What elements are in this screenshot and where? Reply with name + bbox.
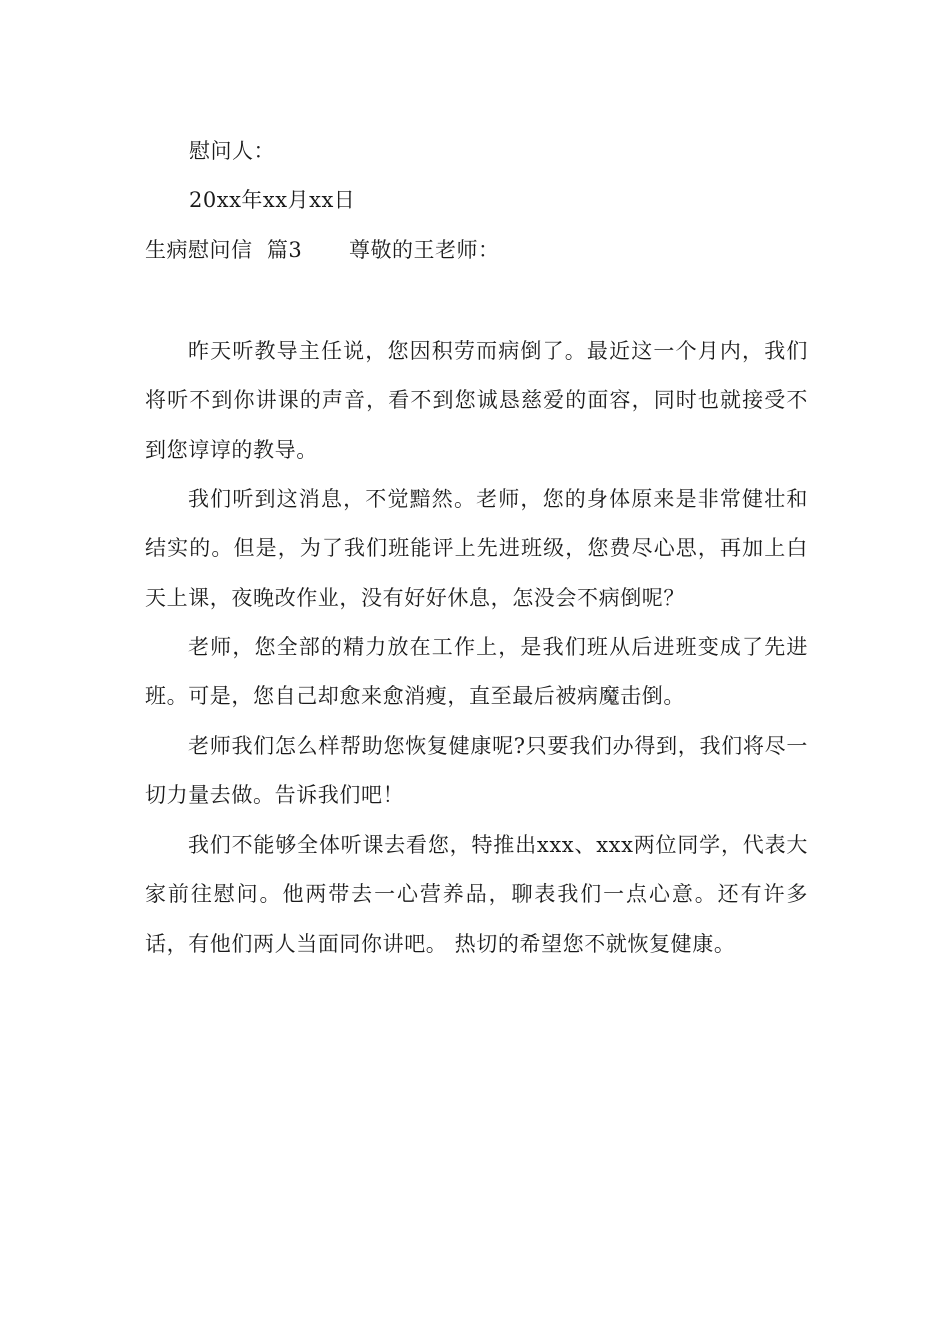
body-paragraph-4: 老师我们怎么样帮助您恢复健康呢?只要我们办得到，我们将尽一切力量去做。告诉我们吧！ xyxy=(145,734,808,808)
body-paragraph-1: 昨天听教导主任说，您因积劳而病倒了。最近这一个月内，我们将听不到你讲课的声音，看不到您诚恳慈爱的面容，同时也就接受不到您谆谆的教导。 xyxy=(145,339,808,462)
body-paragraph-5: 我们不能够全体听课去看您，特推出xxx、xxx两位同学，代表大家前往慰问。他两带去一心营养品，聊表我们一点心意。还有许多话，有他们两人当面同你讲吧。 热切的希望您不就恢复健康。 xyxy=(145,833,808,956)
consoler-label: 慰问人： xyxy=(189,139,275,163)
letter-date: 20xx年xx月xx日 xyxy=(189,188,356,212)
body-paragraph-2: 我们听到这消息，不觉黯然。老师，您的身体原来是非常健壮和结实的。但是，为了我们班能评上先进班级，您费尽心思，再加上白天上课，夜晚改作业，没有好好休息，怎没会不病倒呢？ xyxy=(145,487,808,610)
salutation: 尊敬的王老师： xyxy=(349,238,500,262)
body-paragraph-3: 老师，您全部的精力放在工作上，是我们班从后进班变成了先进班。可是，您自己却愈来愈消瘦，直至最后被病魔击倒。 xyxy=(145,635,808,709)
section-title: 生病慰问信 篇3 xyxy=(145,238,303,262)
